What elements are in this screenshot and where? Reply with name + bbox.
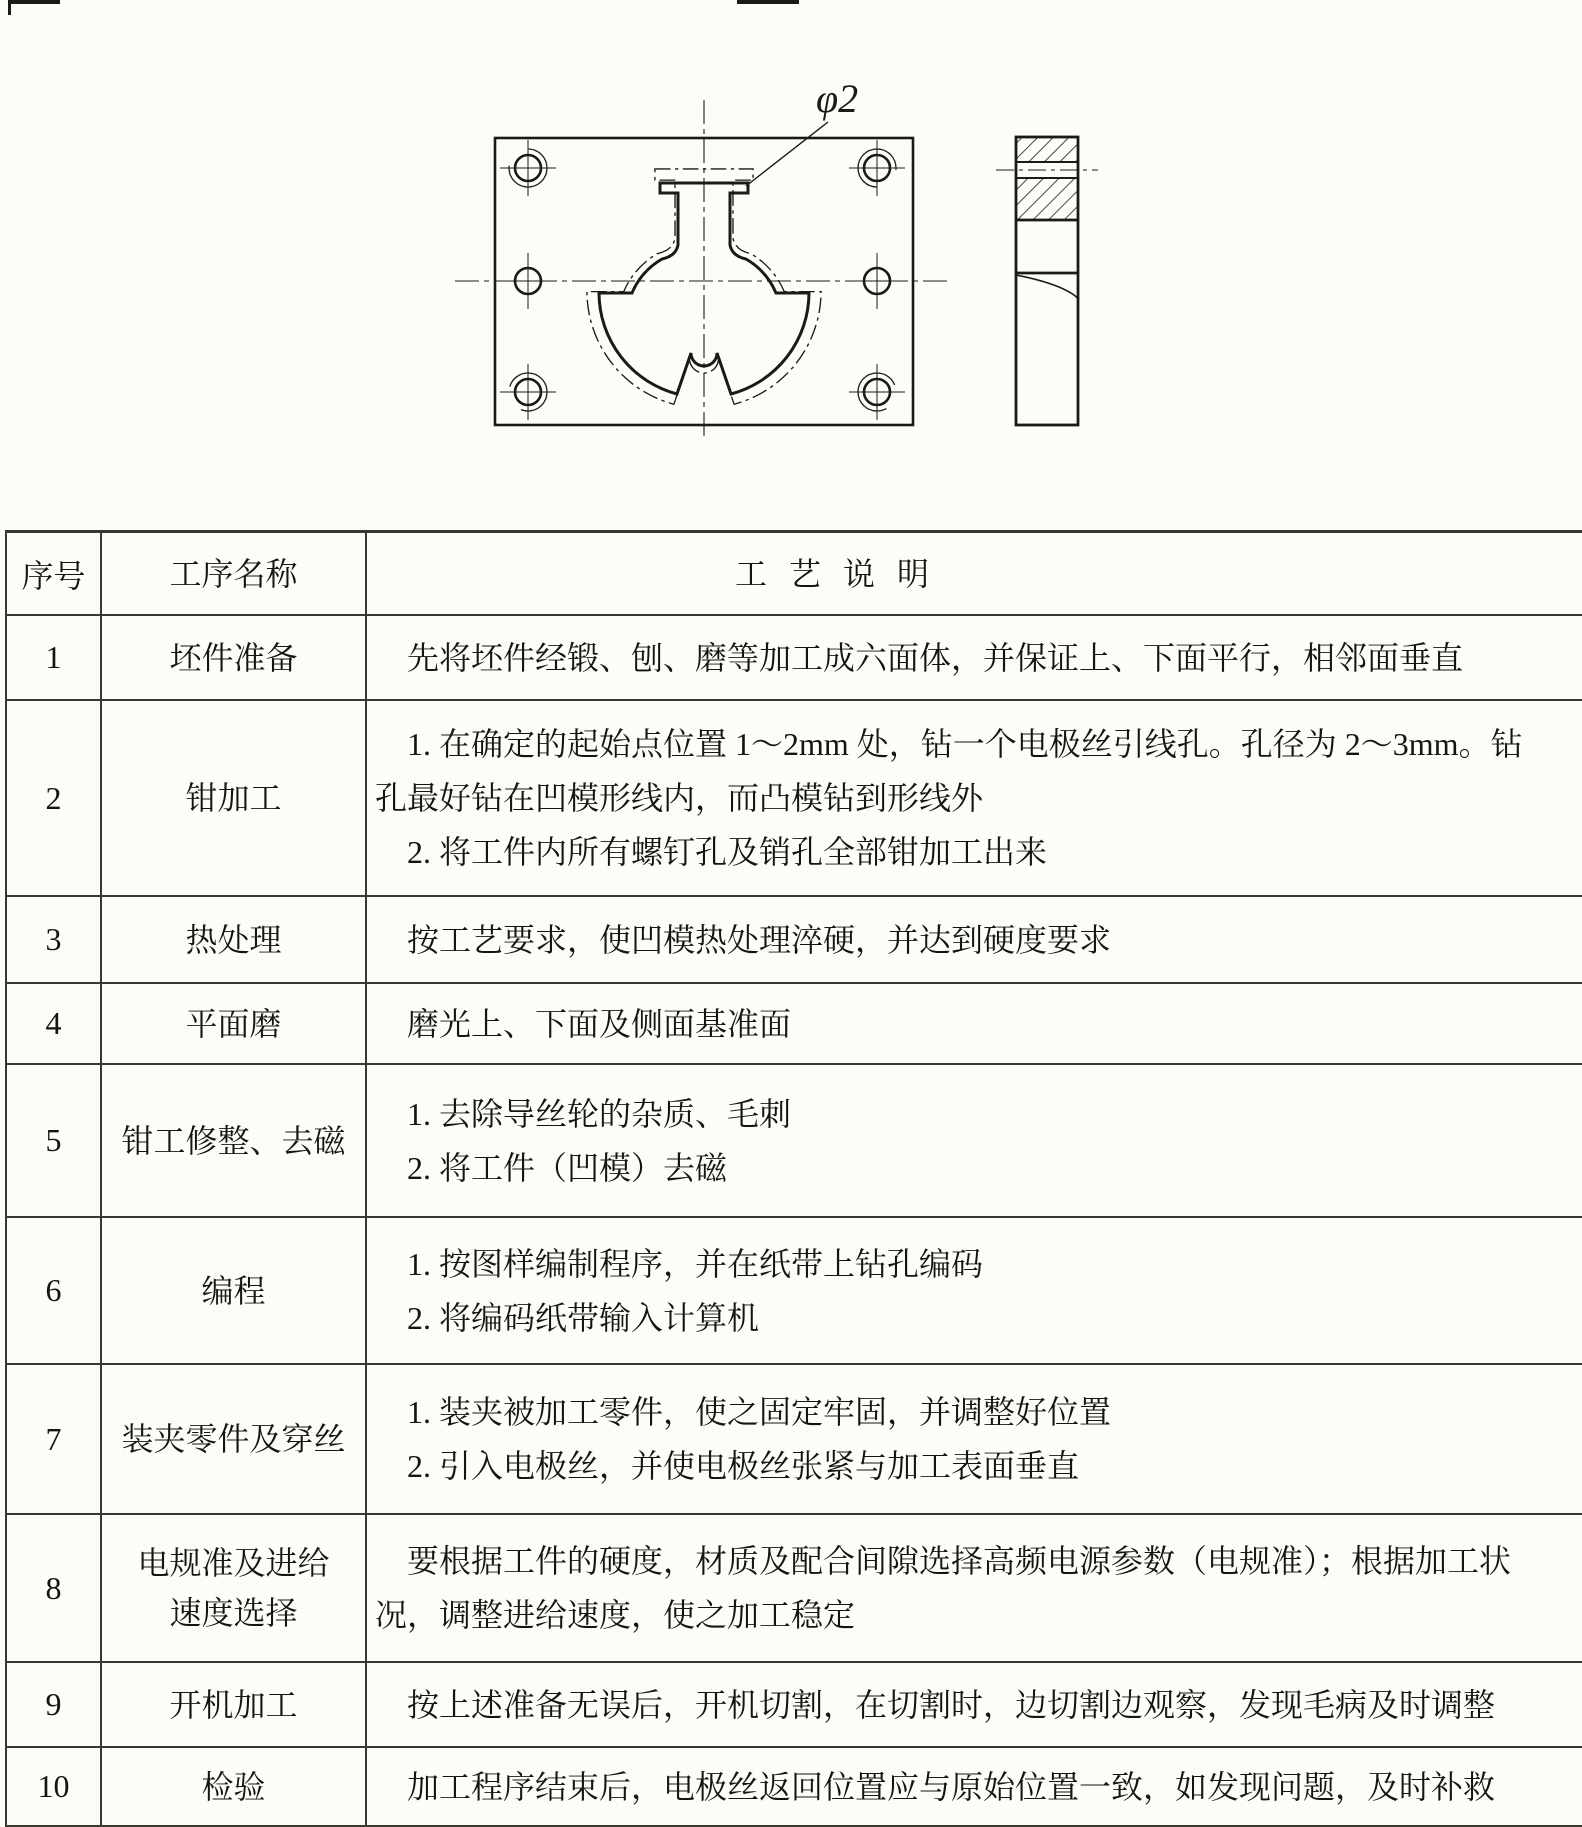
process-name-cell: [102, 1663, 367, 1746]
process-desc-line: 2. 将编码纸带输入计算机: [407, 1299, 760, 1336]
technical-drawing: [430, 60, 1130, 450]
process-name-line: 平面磨: [185, 1005, 282, 1042]
process-desc-line: 2. 将工件（凹模）去磁: [407, 1149, 728, 1186]
row-number-cell: 8: [7, 1515, 102, 1661]
row-number-cell: 10: [7, 1748, 102, 1825]
header-desc-label: 工艺说明: [735, 555, 952, 592]
table-row: [7, 1365, 1582, 1515]
process-desc-line: 按上述准备无误后，开机切割，在切割时，边切割边观察，发现毛病及时调整: [407, 1686, 1496, 1723]
table-row: [7, 1663, 1582, 1748]
leader-line: [746, 122, 828, 186]
header-name: 工序名称: [102, 533, 367, 614]
process-name-line: 检验: [201, 1768, 266, 1805]
row-number-cell: 2: [7, 701, 102, 895]
process-name-cell: [102, 897, 367, 982]
process-name-line: 装夹零件及穿丝: [121, 1421, 346, 1457]
process-desc-cell: [367, 1515, 1582, 1661]
process-table: [5, 530, 1582, 1827]
process-desc-cell: [367, 1065, 1582, 1216]
table-row: [7, 1218, 1582, 1365]
process-desc-cell: [367, 1663, 1582, 1746]
table-row: [7, 1065, 1582, 1218]
table-row: [7, 897, 1582, 984]
hatch-region: [1017, 178, 1077, 220]
process-name-line: 开机加工: [169, 1686, 298, 1723]
scan-artifact-mark: [8, 0, 11, 15]
table-row: [7, 1748, 1582, 1827]
table-row: [7, 701, 1582, 897]
process-desc-line: 2. 引入电极丝，并使电极丝张紧与加工表面垂直: [407, 1448, 1080, 1484]
process-desc-line: 1. 按图样编制程序，并在纸带上钻孔编码: [407, 1245, 984, 1282]
process-desc-cell: [367, 984, 1582, 1063]
process-desc-cell: [367, 616, 1582, 699]
process-desc-line: 加工程序结束后，电极丝返回位置应与原始位置一致，如发现问题，及时补救: [407, 1768, 1496, 1805]
process-name-cell: [102, 616, 367, 699]
process-desc-cell: [367, 1748, 1582, 1825]
process-desc-line: 按工艺要求，使凹模热处理淬硬，并达到硬度要求: [407, 921, 1112, 958]
process-desc-line: 1. 去除导丝轮的杂质、毛刺: [407, 1095, 792, 1132]
process-desc-line: 1. 在确定的起始点位置 1～2mm 处，钻一个电极丝引线孔。孔径为 2～3mm。钻: [407, 726, 1523, 762]
header-desc: [367, 533, 1582, 614]
row-number-cell: 7: [7, 1365, 102, 1513]
process-name-cell: [102, 701, 367, 895]
side-section-view: [996, 137, 1098, 425]
process-desc-cell: [367, 1365, 1582, 1513]
row-number-cell: 4: [7, 984, 102, 1063]
process-desc-line: 磨光上、下面及侧面基准面: [407, 1005, 792, 1042]
process-name-cell: [102, 1065, 367, 1216]
row-number-cell: 5: [7, 1065, 102, 1216]
process-name-line: 速度选择: [169, 1595, 298, 1631]
process-desc-cell: [367, 897, 1582, 982]
process-desc-line: 1. 装夹被加工零件，使之固定牢固，并调整好位置: [407, 1394, 1112, 1430]
process-desc-line: 况，调整进给速度，使之加工稳定: [375, 1597, 856, 1633]
row-number-cell: 1: [7, 616, 102, 699]
table-header-row: [7, 533, 1582, 616]
process-desc-cell: [367, 1218, 1582, 1363]
process-name-line: 钳工修整、去磁: [121, 1122, 346, 1159]
row-number-cell: 9: [7, 1663, 102, 1746]
process-desc-line: 要根据工件的硬度，材质及配合间隙选择高频电源参数（电规准）；根据加工状: [407, 1543, 1512, 1579]
table-row: [7, 984, 1582, 1065]
process-desc-line: 先将坯件经锻、刨、磨等加工成六面体，并保证上、下面平行，相邻面垂直: [407, 639, 1464, 676]
process-desc-line: 2. 将工件内所有螺钉孔及销孔全部钳加工出来: [407, 834, 1048, 870]
scan-artifact-mark: [8, 0, 60, 4]
process-name-line: 电规准及进给: [137, 1545, 330, 1581]
table-row: [7, 1515, 1582, 1663]
row-number-cell: 3: [7, 897, 102, 982]
process-name-cell: [102, 1515, 367, 1661]
header-no: 序号: [7, 533, 102, 614]
process-name-line: 坯件准备: [169, 639, 298, 676]
process-name-line: 编程: [201, 1272, 266, 1309]
break-line: [1016, 275, 1078, 299]
hatch-region: [1017, 138, 1077, 162]
process-name-cell: [102, 1748, 367, 1825]
process-name-cell: [102, 1218, 367, 1363]
process-name-cell: [102, 984, 367, 1063]
diameter-label: φ2: [816, 76, 859, 121]
row-number-cell: 6: [7, 1218, 102, 1363]
process-desc-line: 孔最好钻在凹模形线内，而凸模钻到形线外: [375, 780, 984, 816]
process-desc-cell: [367, 701, 1582, 895]
table-row: [7, 616, 1582, 701]
scan-artifact-mark: [737, 0, 799, 4]
process-name-line: 热处理: [185, 921, 282, 958]
process-name-cell: [102, 1365, 367, 1513]
process-name-line: 钳加工: [185, 780, 282, 816]
